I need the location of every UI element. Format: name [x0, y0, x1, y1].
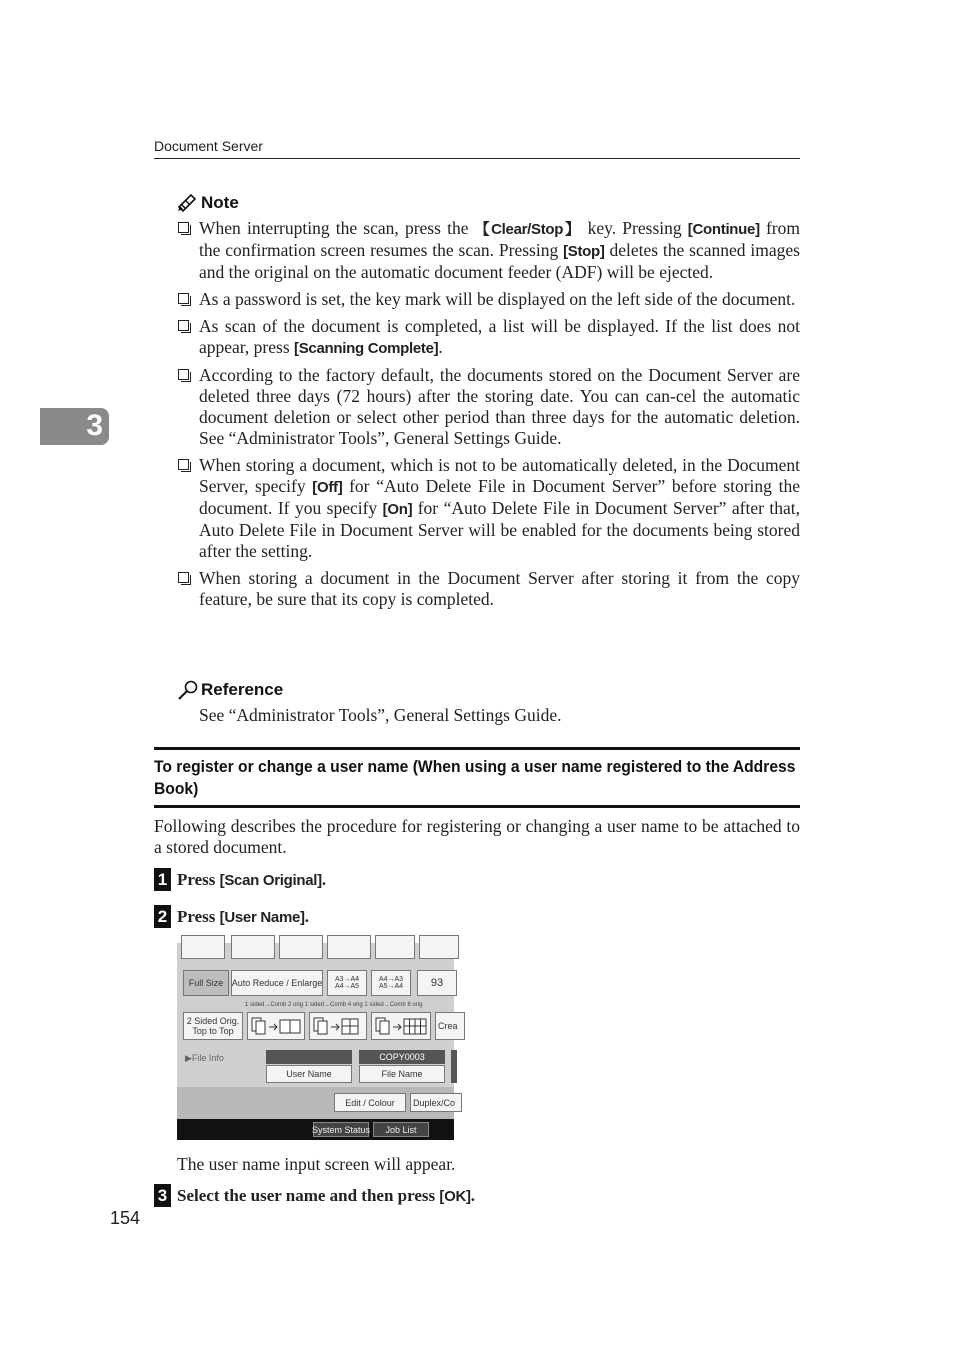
step-number: 2 — [154, 905, 171, 928]
duplex-combine-button[interactable]: Duplex/Co — [410, 1093, 462, 1112]
note-item: When storing a document, which is not to be automatically deleted, in the Document Server, specify [Off] for “Auto Delete File in Document Server” before storing the document. If you specify [On] for “Auto Delete File in Document Server” after that, Auto Delete File in Document Server will be enabled for the documents being stored after the setting. — [176, 455, 800, 562]
user-name-value — [266, 1050, 352, 1064]
key-ok: [OK] — [439, 1187, 471, 1205]
file-info-label: ▶File Info — [185, 1053, 224, 1063]
combine-2-icon — [249, 1016, 303, 1036]
user-name-button[interactable]: User Name — [266, 1065, 352, 1083]
pencil-icon — [177, 194, 199, 212]
combine-2-button[interactable] — [247, 1012, 305, 1040]
section-rule-top — [154, 747, 800, 750]
header-rule — [154, 158, 800, 159]
chapter-number: 3 — [86, 409, 103, 442]
edit-colour-button[interactable]: Edit / Colour — [334, 1093, 406, 1112]
step-2-result: The user name input screen will appear. — [177, 1154, 456, 1174]
checkbox-bullet-icon — [178, 222, 189, 233]
reference-heading-label: Reference — [201, 680, 284, 699]
magnifier-icon — [177, 680, 199, 700]
note-item: As scan of the document is completed, a list will be displayed. If the list does not appear, press [Scanning Complete]. — [176, 316, 800, 359]
note-heading — [177, 193, 239, 213]
page-number: 154 — [110, 1208, 141, 1228]
section-title: To register or change a user name (When using a user name registered to the Address Book) — [154, 757, 796, 798]
two-sided-orig-button[interactable]: 2 Sided Orig. Top to Top — [183, 1012, 243, 1040]
checkbox-bullet-icon — [178, 572, 189, 583]
checkbox-bullet-icon — [178, 369, 189, 380]
section-rule-bottom — [154, 805, 800, 808]
ratio-button-3[interactable]: 93 — [417, 970, 457, 996]
key-clear-stop: 【Clear/Stop】 — [474, 221, 582, 238]
key-scanning-complete: [Scanning Complete] — [294, 340, 439, 357]
step-number: 1 — [154, 868, 171, 891]
note-heading-label: Note — [201, 193, 239, 212]
control-panel-screenshot — [177, 943, 458, 1140]
ratio-button-2[interactable]: A4→A3 A5→A4 — [371, 970, 411, 996]
file-name-value: COPY0003 — [359, 1050, 445, 1064]
job-list-button[interactable]: Job List — [373, 1122, 429, 1137]
note-item: When interrupting the scan, press the 【Clear/Stop】 key. Pressing [Continue] from the confirmation screen resumes the scan. Pressing [Stop] deletes the scanned images and the original on the automatic document feeder (ADF) will be ejected. — [176, 218, 800, 283]
key-continue: [Continue] — [687, 221, 760, 238]
combine-8-icon — [373, 1016, 429, 1036]
step-3: 3 Select the user name and then press [OK]. — [154, 1184, 475, 1207]
combine-4-button[interactable] — [309, 1012, 367, 1040]
reference-text: See “Administrator Tools”, General Settings Guide. — [199, 705, 562, 725]
combine-4-icon — [311, 1016, 365, 1036]
note-item: When storing a document in the Document Server after storing it from the copy feature, be sure that its copy is completed. — [176, 568, 800, 610]
combine-8-button[interactable] — [371, 1012, 431, 1040]
auto-reduce-enlarge-button[interactable]: Auto Reduce / Enlarge — [231, 970, 323, 996]
note-list — [176, 218, 800, 616]
running-header: Document Server — [154, 138, 263, 154]
create-margin-button[interactable]: Crea — [435, 1012, 465, 1040]
key-user-name: [User Name] — [219, 908, 305, 926]
step-number: 3 — [154, 1184, 171, 1207]
key-stop: [Stop] — [563, 243, 605, 260]
step-2: 2 Press [User Name]. — [154, 905, 309, 928]
checkbox-bullet-icon — [178, 459, 189, 470]
checkbox-bullet-icon — [178, 293, 189, 304]
reference-heading — [177, 680, 283, 700]
checkbox-bullet-icon — [178, 320, 189, 331]
chapter-tab — [40, 408, 109, 445]
ratio-button-1[interactable]: A3→A4 A4→A5 — [327, 970, 367, 996]
combine-caption: 1 sided→Comb 2 orig 1 sided→Comb 4 orig 1 sided→Comb 8 orig — [245, 1002, 423, 1008]
full-size-button[interactable]: Full Size — [183, 970, 229, 996]
note-item: According to the factory default, the documents stored on the Document Server are deleted three days (72 hours) after the storing date. You can can-cel the automatic document deletion or select other period than three days for the automatic deletion. See “Administrator Tools”, General Settings Guide. — [176, 365, 800, 449]
note-item: As a password is set, the key mark will be displayed on the left side of the document. — [176, 289, 800, 310]
section-intro: Following describes the procedure for registering or changing a user name to be attached to a stored document. — [154, 816, 800, 857]
file-name-button[interactable]: File Name — [359, 1065, 445, 1083]
key-on: [On] — [382, 501, 413, 518]
step-1: 1 Press [Scan Original]. — [154, 868, 326, 891]
key-off: [Off] — [312, 479, 343, 496]
key-scan-original: [Scan Original] — [219, 871, 322, 889]
system-status-button[interactable]: System Status — [313, 1122, 369, 1137]
